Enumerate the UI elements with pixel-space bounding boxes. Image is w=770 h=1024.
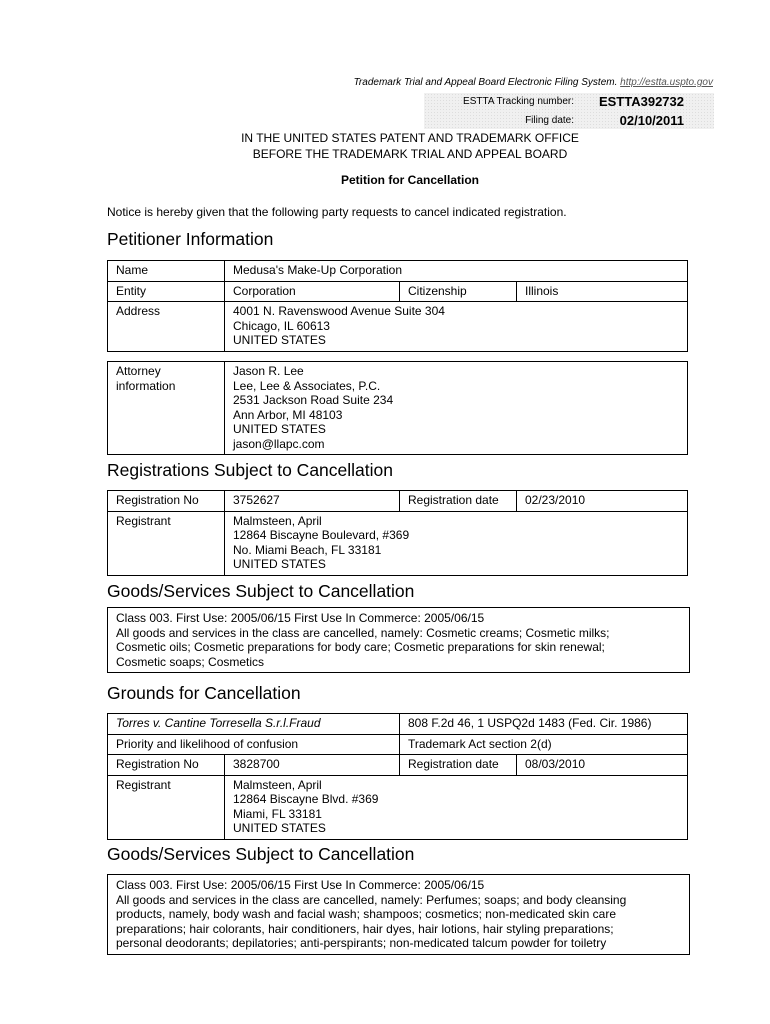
grounds-regdate-label: Registration date (400, 755, 517, 776)
attorney-label-line: Attorney (116, 364, 161, 378)
attorney-label (108, 362, 225, 455)
registrant-label: Registrant (108, 511, 225, 575)
goods-line: Class 003. First Use: 2005/06/15 First Use In Commerce: 2005/06/15 (116, 878, 485, 892)
grounds-regdate-value: 08/03/2010 (517, 755, 688, 776)
notice-text: Notice is hereby given that the following party requests to cancel indicated registration. (107, 205, 567, 219)
goods-box-1 (107, 607, 690, 673)
filing-date-value: 02/10/2011 (619, 113, 684, 128)
attorney-line: 2531 Jackson Road Suite 234 (233, 393, 394, 407)
goods-line: Class 003. First Use: 2005/06/15 First Use In Commerce: 2005/06/15 (116, 611, 485, 625)
registrant-value (225, 511, 688, 575)
goods-heading-1: Goods/Services Subject to Cancellation (107, 581, 415, 601)
address-value (225, 302, 688, 352)
name-label: Name (108, 261, 225, 282)
registrant-line: 12864 Biscayne Boulevard, #369 (233, 528, 410, 542)
address-line: Chicago, IL 60613 (233, 318, 330, 333)
registrant-line: UNITED STATES (233, 557, 326, 571)
address-line: 4001 N. Ravenswood Avenue Suite 304 (233, 304, 445, 318)
ground-2: Priority and likelihood of confusion (108, 734, 400, 755)
attorney-table (107, 361, 688, 455)
filing-system-line (300, 77, 713, 88)
registrant-line: 12864 Biscayne Blvd. #369 (233, 792, 379, 806)
goods-heading-2: Goods/Services Subject to Cancellation (107, 844, 415, 864)
attorney-line: Ann Arbor, MI 48103 (233, 407, 343, 422)
regdate-label: Registration date (400, 491, 517, 512)
goods-line: products, namely, body wash and facial wash; shampoos; cosmetics; non-medicated skin care (116, 907, 617, 921)
goods-line: preparations; hair colorants, hair conditioners, hair dyes, hair lotions, hair styling preparations; (116, 921, 614, 936)
goods-line: personal deodorants; depilatories; anti-perspirants; non-medicated talcum powder for toiletry (116, 936, 607, 950)
goods-line: All goods and services in the class are cancelled, namely: Cosmetic creams; Cosmetic milks; (116, 625, 610, 640)
address-line: UNITED STATES (233, 333, 326, 347)
petitioner-table (107, 260, 688, 352)
ground-1-ref: 808 F.2d 46, 1 USPQ2d 1483 (Fed. Cir. 1986) (400, 714, 688, 735)
office-line-2: BEFORE THE TRADEMARK TRIAL AND APPEAL BOARD (252, 147, 568, 161)
page-title: Petition for Cancellation (340, 173, 479, 187)
citizenship-value: Illinois (517, 281, 688, 302)
grounds-regno-label: Registration No (108, 755, 225, 776)
address-label: Address (108, 302, 225, 352)
attorney-label-line: information (116, 378, 176, 393)
tracking-label: ESTTA Tracking number: (463, 96, 574, 107)
registrant-line: UNITED STATES (233, 821, 326, 835)
goods-line: All goods and services in the class are cancelled, namely: Perfumes; soaps; and body cleansing (116, 892, 627, 907)
grounds-registrant-value (225, 775, 688, 839)
attorney-line: Jason R. Lee (233, 364, 304, 378)
entity-label: Entity (108, 281, 225, 302)
regno-value: 3752627 (225, 491, 400, 512)
registrant-line: Malmsteen, April (233, 777, 322, 792)
attorney-value (225, 362, 688, 455)
registrant-line: No. Miami Beach, FL 33181 (233, 542, 382, 557)
regno-label: Registration No (108, 491, 225, 512)
tracking-box (424, 93, 714, 129)
attorney-line: UNITED STATES (233, 422, 326, 436)
entity-value: Corporation (225, 281, 400, 302)
citizenship-label: Citizenship (400, 281, 517, 302)
grounds-registrant-label: Registrant (108, 775, 225, 839)
goods-line: Cosmetic soaps; Cosmetics (116, 654, 265, 669)
filing-date-label: Filing date: (525, 115, 574, 126)
goods-line: Cosmetic oils; Cosmetic preparations for body care; Cosmetic preparations for skin renewal; (116, 640, 605, 654)
petitioner-heading: Petitioner Information (107, 229, 274, 249)
grounds-table (107, 713, 688, 840)
registration-table (107, 490, 688, 576)
estta-link[interactable]: http://estta.uspto.gov (620, 77, 713, 88)
system-name: Trademark Trial and Appeal Board Electronic Filing System. (353, 77, 618, 88)
grounds-heading: Grounds for Cancellation (107, 683, 301, 703)
registration-heading: Registrations Subject to Cancellation (107, 460, 393, 480)
ground-2-ref: Trademark Act section 2(d) (400, 734, 688, 755)
grounds-regno-value: 3828700 (225, 755, 400, 776)
office-line-1: IN THE UNITED STATES PATENT AND TRADEMARK OFFICE (241, 131, 579, 145)
attorney-line: Lee, Lee & Associates, P.C. (233, 378, 381, 393)
regdate-value: 02/23/2010 (517, 491, 688, 512)
registrant-line: Malmsteen, April (233, 513, 322, 528)
name-value: Medusa's Make-Up Corporation (225, 261, 688, 282)
ground-1: Torres v. Cantine Torresella S.r.l.Fraud (108, 714, 400, 735)
tracking-value: ESTTA392732 (598, 94, 684, 109)
attorney-email: jason@llapc.com (233, 436, 325, 451)
goods-box-2 (107, 874, 690, 955)
registrant-line: Miami, FL 33181 (233, 806, 322, 821)
